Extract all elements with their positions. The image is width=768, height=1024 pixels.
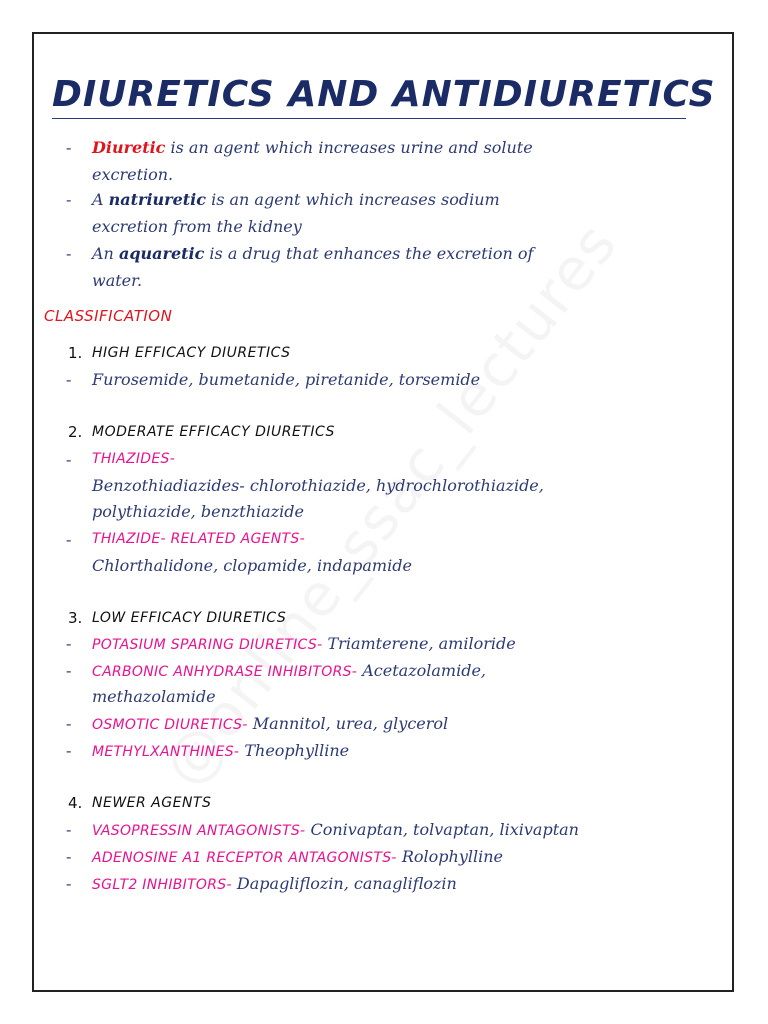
term-diuretic: Diuretic [92, 138, 166, 157]
definition-1-text: is an agent which increases urine and solute [165, 138, 533, 157]
carbonic-anhydrase-label: CARBONIC ANHYDRASE INHIBITORS- [92, 664, 358, 680]
bullet-dash: - [66, 138, 72, 157]
potassium-sparing-drugs: Triamterene, amiloride [322, 634, 516, 653]
section-1-drugs: Furosemide, bumetanide, piretanide, torsemide [92, 370, 481, 389]
sglt2-row [92, 874, 457, 893]
bullet-dash: - [66, 450, 72, 469]
definition-2 [92, 190, 500, 209]
potassium-sparing-label: POTASIUM SPARING DIURETICS- [92, 637, 323, 653]
term-aquaretic: aquaretic [118, 244, 205, 263]
carbonic-anhydrase-line2: methazolamide [92, 687, 216, 706]
bullet-dash: - [66, 741, 72, 760]
adenosine-row [92, 847, 503, 866]
sglt2-label: SGLT2 INHIBITORS- [92, 877, 232, 893]
definition-2-line2: excretion from the kidney [92, 217, 302, 236]
potassium-sparing-row [92, 634, 516, 653]
term-natriuretic: natriuretic [108, 190, 206, 209]
osmotic-row [92, 714, 448, 733]
section-4-number: 4. [68, 794, 83, 812]
section-1-number: 1. [68, 344, 83, 362]
vasopressin-drugs: Conivaptan, tolvaptan, lixivaptan [305, 820, 579, 839]
title-underline [52, 118, 686, 119]
definition-2-text: is an agent which increases sodium [206, 190, 500, 209]
section-1-heading: HIGH EFFICACY DIURETICS [92, 345, 291, 361]
bullet-dash: - [66, 714, 72, 733]
adenosine-drugs: Rolophylline [396, 847, 503, 866]
adenosine-label: ADENOSINE A1 RECEPTOR ANTAGONISTS- [92, 850, 397, 866]
definition-3 [92, 244, 533, 263]
page-title: DIURETICS AND ANTIDIURETICS [52, 74, 716, 115]
bullet-dash: - [66, 370, 72, 389]
vasopressin-label: VASOPRESSIN ANTAGONISTS- [92, 823, 306, 839]
methylxanthines-row [92, 741, 349, 760]
bullet-dash: - [66, 530, 72, 549]
bullet-dash: - [66, 190, 72, 209]
thiazide-related-drugs: Chlorthalidone, clopamide, indapamide [92, 556, 412, 575]
definition-3-line2: water. [92, 271, 143, 290]
methylxanthines-label: METHYLXANTHINES- [92, 744, 240, 760]
bullet-dash: - [66, 874, 72, 893]
thiazides-drugs-line1: Benzothiadiazides- chlorothiazide, hydrochlorothiazide, [92, 476, 544, 495]
definition-1 [92, 138, 533, 157]
bullet-dash: - [66, 847, 72, 866]
carbonic-anhydrase-row [92, 661, 486, 680]
bullet-dash: - [66, 661, 72, 680]
osmotic-drugs: Mannitol, urea, glycerol [247, 714, 449, 733]
classification-heading: CLASSIFICATION [44, 307, 173, 325]
section-4-heading: NEWER AGENTS [92, 795, 212, 811]
bullet-dash: - [66, 820, 72, 839]
vasopressin-row [92, 820, 579, 839]
section-2-number: 2. [68, 423, 83, 441]
definition-3-text: is a drug that enhances the excretion of [204, 244, 534, 263]
carbonic-anhydrase-drugs: Acetazolamide, [357, 661, 486, 680]
bullet-dash: - [66, 634, 72, 653]
section-3-heading: LOW EFFICACY DIURETICS [92, 610, 287, 626]
section-3-number: 3. [68, 609, 83, 627]
definition-2-pre: A [92, 190, 109, 209]
thiazides-label: THIAZIDES- [92, 451, 176, 467]
bullet-dash: - [66, 244, 72, 263]
osmotic-label: OSMOTIC DIURETICS- [92, 717, 248, 733]
definition-1-line2: excretion. [92, 165, 174, 184]
thiazide-related-label: THIAZIDE- RELATED AGENTS- [92, 531, 305, 547]
methylxanthines-drugs: Theophylline [239, 741, 350, 760]
thiazides-drugs-line2: polythiazide, benzthiazide [92, 502, 304, 521]
definition-3-pre: An [92, 244, 119, 263]
section-2-heading: MODERATE EFFICACY DIURETICS [92, 424, 335, 440]
sglt2-drugs: Dapagliflozin, canagliflozin [231, 874, 457, 893]
